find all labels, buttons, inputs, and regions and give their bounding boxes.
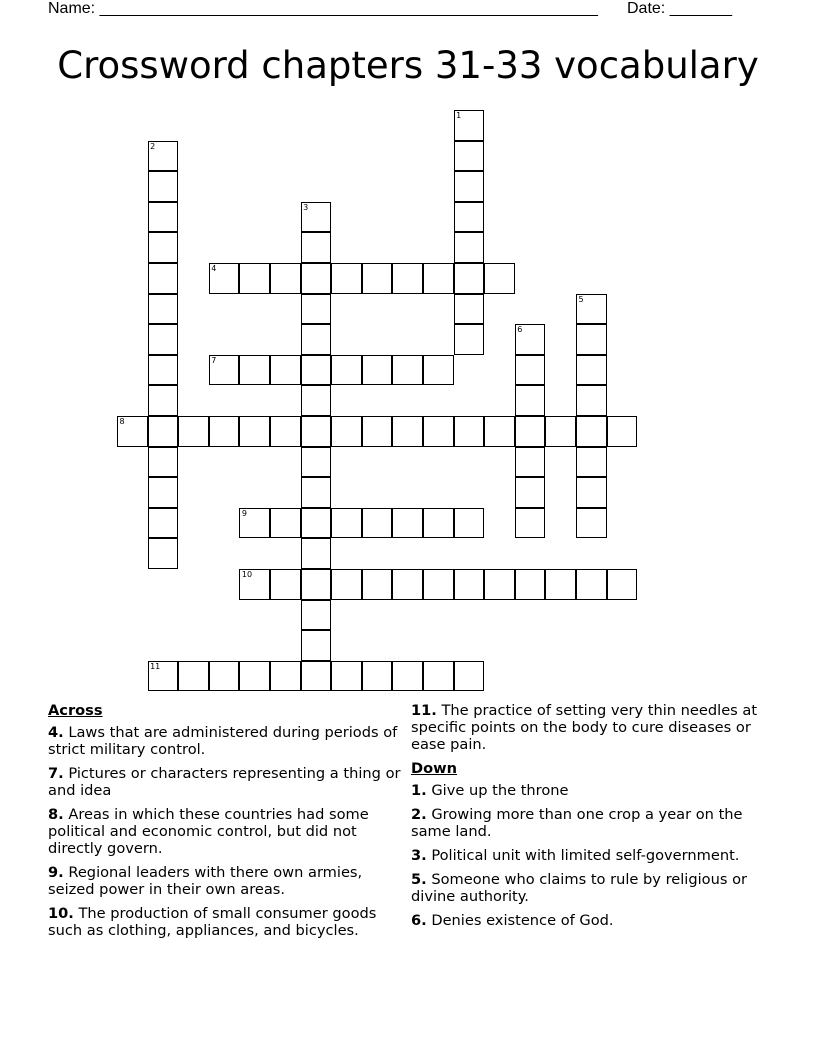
clue-number-label: 11 xyxy=(150,661,161,671)
grid-cell[interactable] xyxy=(117,416,148,447)
grid-cell[interactable] xyxy=(454,232,485,263)
grid-cell[interactable] xyxy=(392,569,423,600)
grid-cell[interactable] xyxy=(607,569,638,600)
grid-cell[interactable] xyxy=(576,416,607,447)
grid-cell[interactable] xyxy=(301,447,332,478)
grid-cell[interactable] xyxy=(270,263,301,294)
clue-number-label: 5 xyxy=(578,294,584,304)
grid-cell[interactable] xyxy=(392,416,423,447)
clue-number-label: 3 xyxy=(303,202,309,212)
clue-down-2 xyxy=(411,806,771,840)
grid-cell[interactable] xyxy=(576,477,607,508)
clue-text: The practice of setting very thin needles at specific points on the body to cure diseases or ease pain. xyxy=(411,702,758,753)
grid-cell[interactable] xyxy=(515,385,546,416)
grid-cell[interactable] xyxy=(148,477,179,508)
grid-cell[interactable] xyxy=(423,569,454,600)
grid-cell[interactable] xyxy=(454,110,485,141)
grid-cell[interactable] xyxy=(484,416,515,447)
grid-cell[interactable] xyxy=(484,263,515,294)
grid-cell[interactable] xyxy=(576,569,607,600)
grid-cell[interactable] xyxy=(484,569,515,600)
clue-down-5 xyxy=(411,871,771,905)
grid-cell[interactable] xyxy=(392,508,423,539)
grid-cell[interactable] xyxy=(148,447,179,478)
grid-cell[interactable] xyxy=(576,294,607,325)
grid-cell[interactable] xyxy=(270,569,301,600)
grid-cell[interactable] xyxy=(148,538,179,569)
grid-cell[interactable] xyxy=(454,416,485,447)
grid-cell[interactable] xyxy=(515,477,546,508)
clue-number-label: 6 xyxy=(517,325,523,335)
grid-cell[interactable] xyxy=(454,171,485,202)
clue-text: Give up the throne xyxy=(431,782,569,799)
grid-cell[interactable] xyxy=(301,324,332,355)
grid-cell[interactable] xyxy=(454,508,485,539)
grid-cell[interactable] xyxy=(362,416,393,447)
clue-number-label: 4 xyxy=(211,264,217,273)
clue-number: 8. xyxy=(48,806,64,823)
clue-across-7 xyxy=(48,765,408,799)
grid-cell[interactable] xyxy=(148,232,179,263)
clue-across-9 xyxy=(48,864,408,898)
grid-cell[interactable] xyxy=(301,202,332,233)
clue-number: 10. xyxy=(48,905,74,922)
grid-cell[interactable] xyxy=(148,661,179,692)
clue-number: 2. xyxy=(411,806,427,823)
clue-text: Growing more than one crop a year on the same land. xyxy=(411,806,743,840)
clues-column-right xyxy=(411,702,771,936)
grid-cell[interactable] xyxy=(148,355,179,386)
grid-cell[interactable] xyxy=(301,355,332,386)
clue-number: 1. xyxy=(411,782,427,799)
clue-number: 11. xyxy=(411,702,437,719)
grid-cell[interactable] xyxy=(301,416,332,447)
clue-number: 4. xyxy=(48,724,64,741)
grid-cell[interactable] xyxy=(515,447,546,478)
clue-text: The production of small consumer goods such as clothing, appliances, and bicycles. xyxy=(48,905,377,939)
clue-number-label: 7 xyxy=(211,355,217,365)
clue-across-10 xyxy=(48,905,408,939)
grid-cell[interactable] xyxy=(209,263,240,294)
grid-cell[interactable] xyxy=(545,569,576,600)
grid-cell[interactable] xyxy=(362,569,393,600)
grid-cell[interactable] xyxy=(301,569,332,600)
clue-number: 7. xyxy=(48,765,64,782)
clue-text: Denies existence of God. xyxy=(431,912,614,929)
grid-cell[interactable] xyxy=(576,385,607,416)
grid-cell[interactable] xyxy=(545,416,576,447)
clue-across-8 xyxy=(48,806,408,857)
grid-cell[interactable] xyxy=(301,232,332,263)
grid-cell[interactable] xyxy=(301,385,332,416)
grid-cell[interactable] xyxy=(239,263,270,294)
grid-cell[interactable] xyxy=(392,661,423,692)
clue-text: Someone who claims to rule by religious or divine authority. xyxy=(411,871,747,905)
grid-cell[interactable] xyxy=(209,355,240,386)
clue-number-label: 1 xyxy=(456,111,462,120)
grid-cell[interactable] xyxy=(209,416,240,447)
grid-cell[interactable] xyxy=(148,416,179,447)
grid-cell[interactable] xyxy=(148,141,179,172)
grid-cell[interactable] xyxy=(362,263,393,294)
grid-cell[interactable] xyxy=(239,569,270,600)
grid-cell[interactable] xyxy=(423,508,454,539)
grid-cell[interactable] xyxy=(301,508,332,539)
grid-cell[interactable] xyxy=(331,355,362,386)
clue-text: Political unit with limited self-government. xyxy=(431,847,740,864)
clue-text: Regional leaders with there own armies, seized power in their own areas. xyxy=(48,864,363,898)
grid-cell[interactable] xyxy=(178,416,209,447)
clue-number: 9. xyxy=(48,864,64,881)
grid-cell[interactable] xyxy=(331,416,362,447)
grid-cell[interactable] xyxy=(270,355,301,386)
grid-cell[interactable] xyxy=(576,447,607,478)
clue-number: 6. xyxy=(411,912,427,929)
date-field-label: Date: _______ xyxy=(627,0,732,17)
clue-down-1 xyxy=(411,782,771,799)
grid-cell[interactable] xyxy=(301,538,332,569)
grid-cell[interactable] xyxy=(362,661,393,692)
grid-cell[interactable] xyxy=(423,263,454,294)
grid-cell[interactable] xyxy=(148,171,179,202)
grid-cell[interactable] xyxy=(331,263,362,294)
clue-down-3 xyxy=(411,847,771,864)
grid-cell[interactable] xyxy=(270,508,301,539)
page-title: Crossword chapters 31-33 vocabulary xyxy=(57,44,759,87)
grid-cell[interactable] xyxy=(148,202,179,233)
grid-cell[interactable] xyxy=(148,294,179,325)
grid-cell[interactable] xyxy=(423,416,454,447)
clue-number-label: 9 xyxy=(241,508,247,518)
clue-number: 5. xyxy=(411,871,427,888)
grid-cell[interactable] xyxy=(301,477,332,508)
grid-cell[interactable] xyxy=(576,324,607,355)
grid-cell[interactable] xyxy=(270,661,301,692)
grid-cell[interactable] xyxy=(515,508,546,539)
grid-cell[interactable] xyxy=(239,508,270,539)
clue-number-label: 8 xyxy=(119,417,125,426)
clue-number: 3. xyxy=(411,847,427,864)
grid-cell[interactable] xyxy=(392,355,423,386)
grid-cell[interactable] xyxy=(392,263,423,294)
grid-cell[interactable] xyxy=(331,661,362,692)
grid-cell[interactable] xyxy=(239,355,270,386)
clue-across-11 xyxy=(411,702,771,753)
grid-cell[interactable] xyxy=(331,508,362,539)
grid-cell[interactable] xyxy=(301,294,332,325)
clue-down-6 xyxy=(411,912,771,929)
grid-cell[interactable] xyxy=(148,385,179,416)
grid-cell[interactable] xyxy=(576,355,607,386)
grid-cell[interactable] xyxy=(301,600,332,631)
grid-cell[interactable] xyxy=(362,508,393,539)
grid-cell[interactable] xyxy=(454,202,485,233)
clues-column-left xyxy=(48,702,408,946)
grid-cell[interactable] xyxy=(454,661,485,692)
grid-cell[interactable] xyxy=(454,294,485,325)
clue-text: Pictures or characters representing a thing or and idea xyxy=(48,765,401,799)
grid-cell[interactable] xyxy=(454,263,485,294)
grid-cell[interactable] xyxy=(607,416,638,447)
name-field-label: Name: ________________________________________________________ xyxy=(48,0,598,17)
clue-across-4 xyxy=(48,724,408,758)
grid-cell[interactable] xyxy=(454,324,485,355)
clue-text: Areas in which these countries had some political and economic control, but did not directly govern. xyxy=(48,806,369,857)
grid-cell[interactable] xyxy=(515,416,546,447)
grid-cell[interactable] xyxy=(331,569,362,600)
grid-cell[interactable] xyxy=(239,661,270,692)
grid-cell[interactable] xyxy=(301,661,332,692)
grid-cell[interactable] xyxy=(362,355,393,386)
grid-cell[interactable] xyxy=(148,263,179,294)
grid-cell[interactable] xyxy=(301,630,332,661)
grid-cell[interactable] xyxy=(423,661,454,692)
grid-cell[interactable] xyxy=(515,355,546,386)
grid-cell[interactable] xyxy=(515,324,546,355)
grid-cell[interactable] xyxy=(454,141,485,172)
grid-cell[interactable] xyxy=(209,661,240,692)
clue-number-label: 10 xyxy=(241,570,253,579)
across-heading: Across xyxy=(48,702,103,719)
grid-cell[interactable] xyxy=(148,324,179,355)
grid-cell[interactable] xyxy=(454,569,485,600)
grid-cell[interactable] xyxy=(239,416,270,447)
grid-cell[interactable] xyxy=(270,416,301,447)
down-heading: Down xyxy=(411,760,458,777)
clue-text: Laws that are administered during periods of strict military control. xyxy=(48,724,398,758)
grid-cell[interactable] xyxy=(148,508,179,539)
grid-cell[interactable] xyxy=(178,661,209,692)
grid-cell[interactable] xyxy=(301,263,332,294)
grid-cell[interactable] xyxy=(423,355,454,386)
grid-cell[interactable] xyxy=(576,508,607,539)
grid-cell[interactable] xyxy=(515,569,546,600)
clue-number-label: 2 xyxy=(150,141,156,151)
